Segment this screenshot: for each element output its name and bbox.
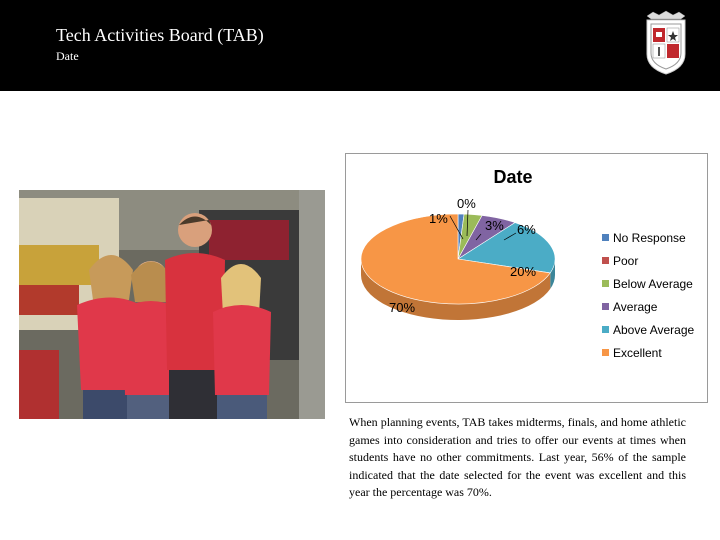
data-label: 20% [510,264,537,279]
data-label: 0% [457,196,476,211]
legend-swatch [602,257,609,264]
legend-label: Below Average [613,277,693,291]
legend-label: No Response [613,231,686,245]
chart-title: Date [493,167,533,187]
legend-label: Excellent [613,346,662,360]
legend-swatch [602,280,609,287]
student-photo [19,190,325,419]
legend-swatch [602,326,609,333]
pie-chart-frame [345,153,708,403]
data-label: 6% [517,222,536,237]
caption-text: When planning events, TAB takes midterms, finals, and home athletic games into consideration and tries to offer our events at times when students have no other commitments. Last year, 56% of the sample indicated that the date selected for the event was excellent and this year the percentage was 70%. [349,415,686,499]
university-crest-logo [641,10,691,76]
legend-swatch [602,349,609,356]
legend-label: Poor [613,254,639,268]
legend-label: Average [613,300,658,314]
slide-title: Tech Activities Board (TAB) [56,25,264,45]
legend-swatch [602,303,609,310]
slide-subtitle: Date [56,49,79,63]
legend-label: Above Average [613,323,695,337]
data-label: 70% [389,300,416,315]
pie-chart [346,154,707,402]
legend-swatch [602,234,609,241]
title-bar [0,0,720,91]
data-label: 1% [429,211,448,226]
data-label: 3% [485,218,504,233]
